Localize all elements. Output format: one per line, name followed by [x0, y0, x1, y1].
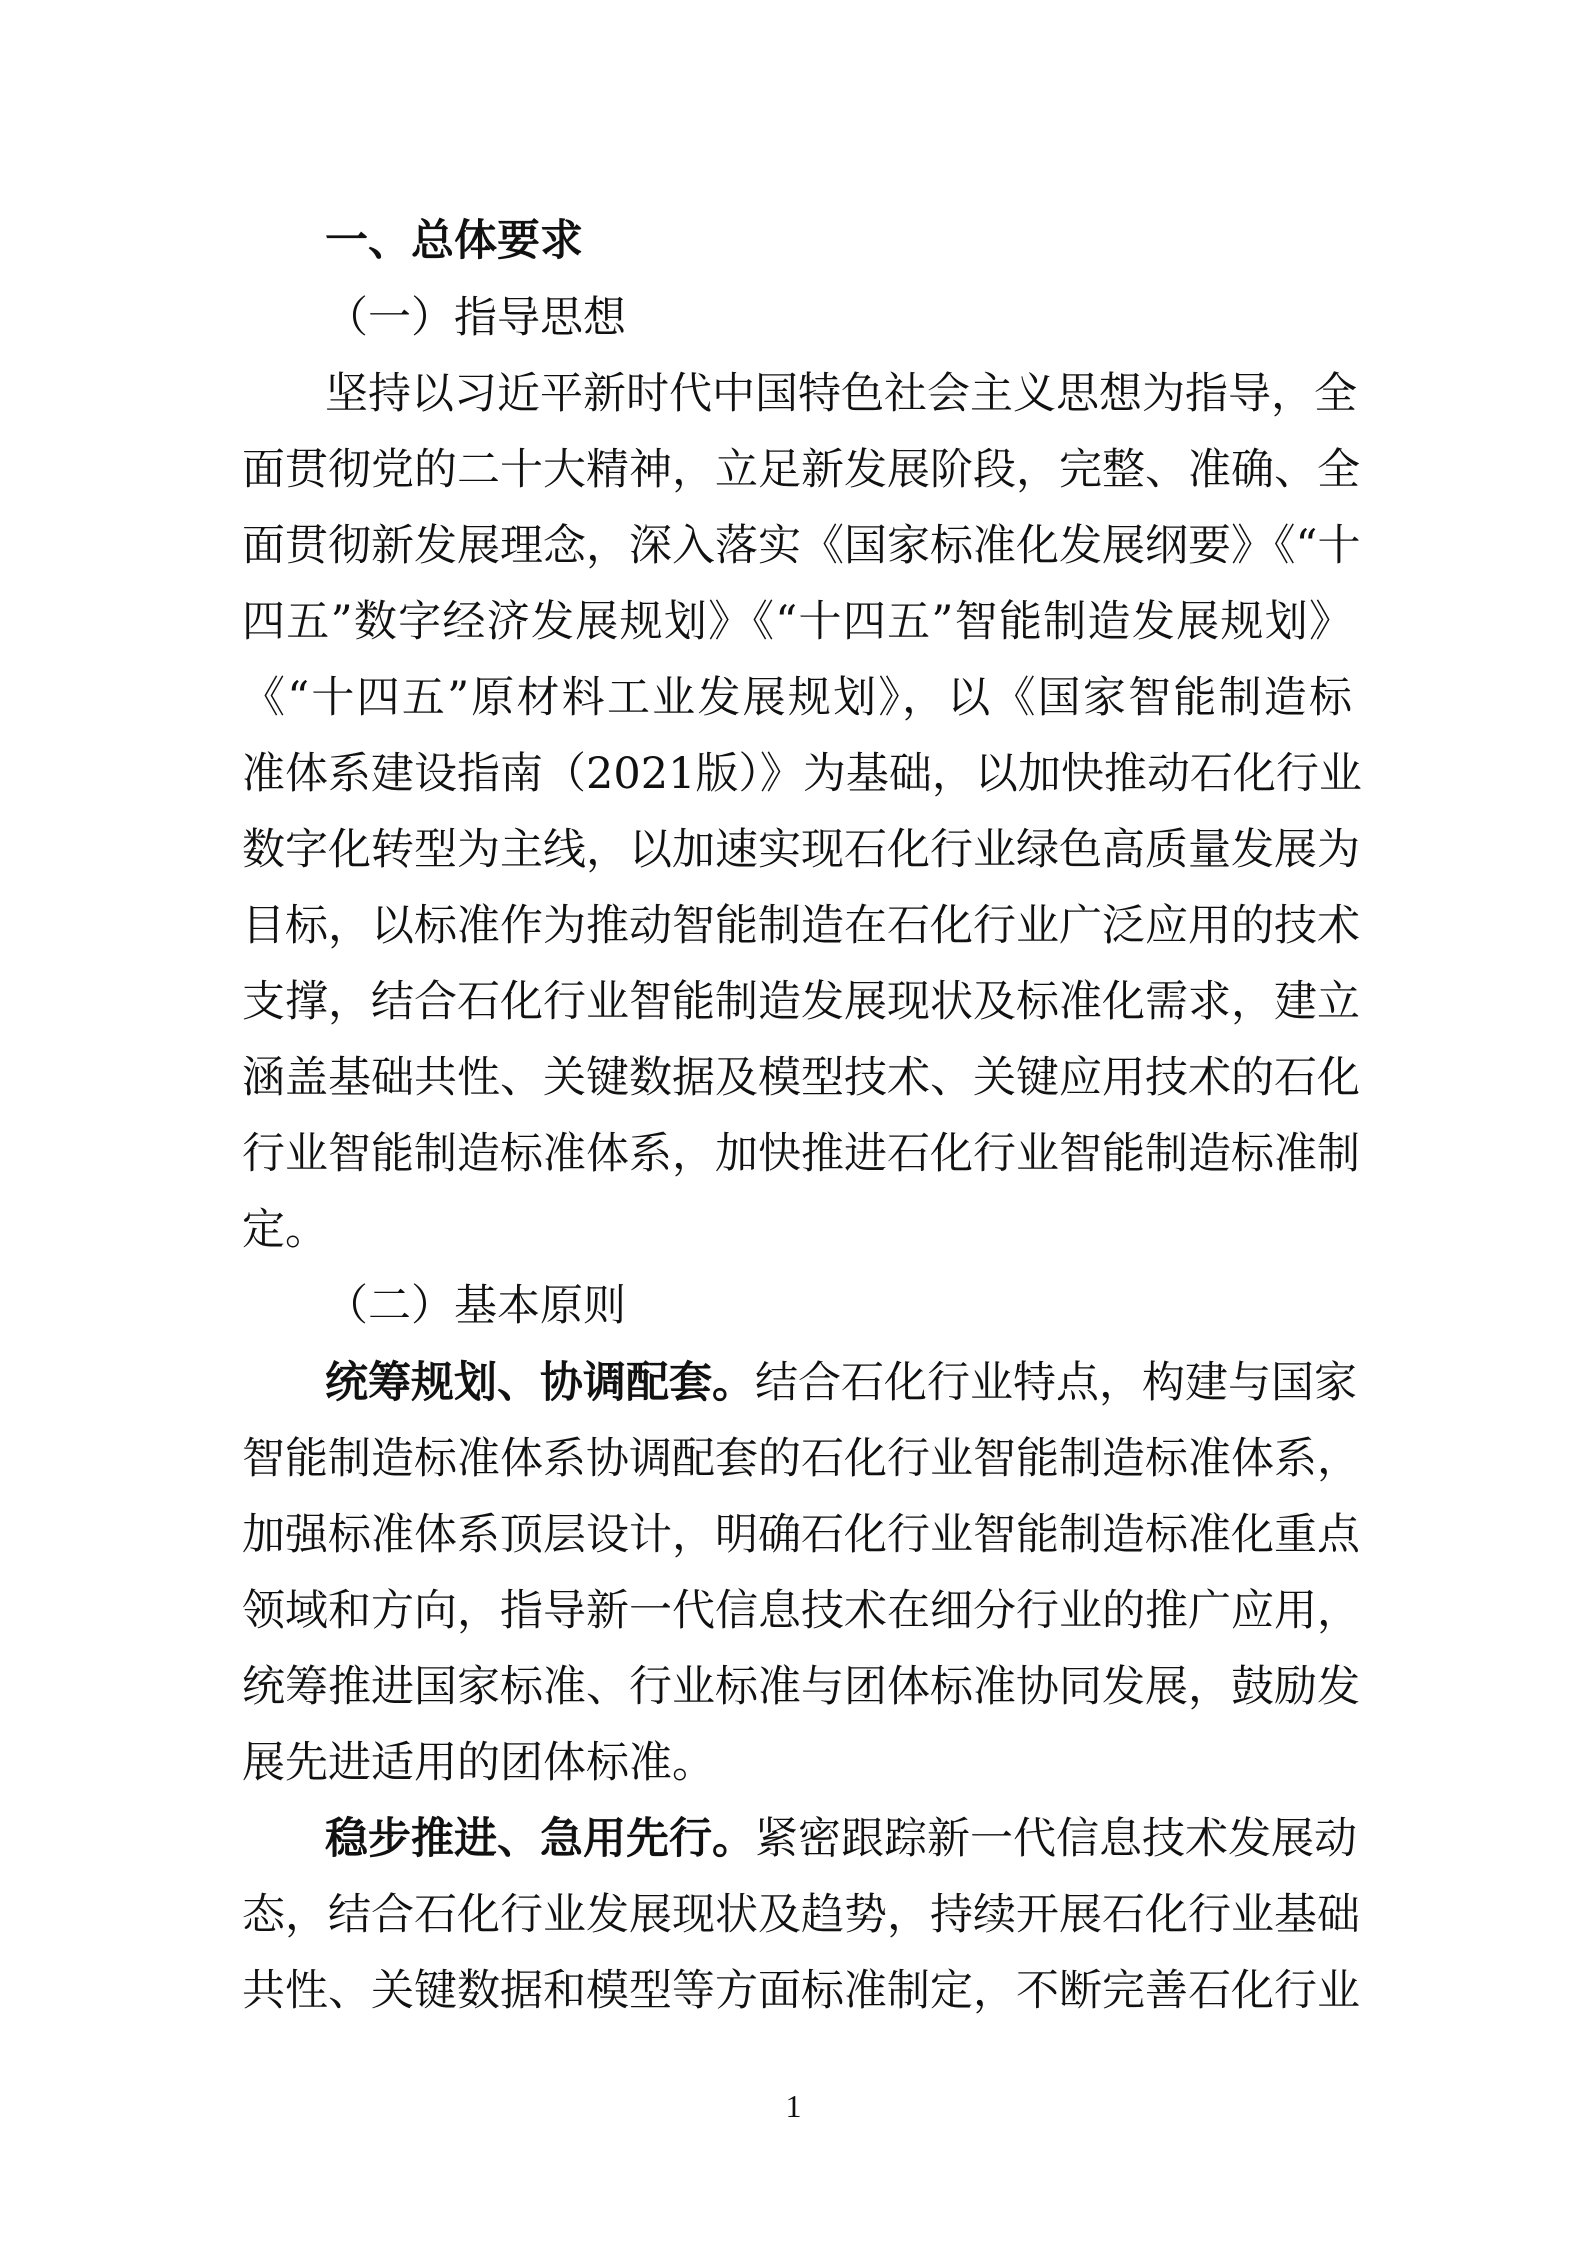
paragraph-line: 四五”数字经济发展规划》《“十四五”智能制造发展规划》 [242, 597, 1352, 647]
paragraph-line: 支撑，结合石化行业智能制造发展现状及标准化需求，建立 [242, 977, 1360, 1027]
principle-text: 紧密跟踪新一代信息技术发展动 [755, 1814, 1357, 1864]
paragraph-line: 面贯彻党的二十大精神，立足新发展阶段，完整、准确、全 [242, 445, 1360, 495]
paragraph-line: 定。 [242, 1205, 328, 1255]
paragraph-line: 《“十四五”原材料工业发展规划》，以《国家智能制造标 [242, 673, 1352, 723]
paragraph-line: 加强标准体系顶层设计，明确石化行业智能制造标准化重点 [242, 1510, 1360, 1560]
paragraph-line: 涵盖基础共性、关键数据及模型技术、关键应用技术的石化 [242, 1053, 1360, 1103]
subsection-heading-basic-principles: （二）基本原则 [325, 1281, 626, 1331]
principle-title: 稳步推进、急用先行。 [325, 1814, 755, 1864]
paragraph-line: 目标，以标准作为推动智能制造在石化行业广泛应用的技术 [242, 901, 1360, 951]
paragraph-line: 共性、关键数据和模型等方面标准制定，不断完善石化行业 [242, 1966, 1360, 2016]
principle-title: 统筹规划、协调配套。 [325, 1358, 755, 1408]
paragraph-line [325, 1356, 1357, 1410]
paragraph-line: 展先进适用的团体标准。 [242, 1738, 715, 1788]
subsection-heading-guiding-ideology: （一）指导思想 [325, 293, 626, 343]
paragraph-line: 数字化转型为主线，以加速实现石化行业绿色高质量发展为 [242, 825, 1360, 875]
paragraph-line: 面贯彻新发展理念，深入落实《国家标准化发展纲要》《“十 [242, 521, 1361, 571]
paragraph-line: 准体系建设指南（2021版）》为基础，以加快推动石化行业 [242, 749, 1362, 799]
principle-text: 结合石化行业特点，构建与国家 [755, 1358, 1357, 1408]
section-heading: 一、总体要求 [325, 216, 583, 266]
paragraph-line [325, 1812, 1357, 1866]
paragraph-line: 坚持以习近平新时代中国特色社会主义思想为指导，全 [325, 369, 1357, 419]
page-number: 1 [785, 2088, 802, 2124]
paragraph-line: 智能制造标准体系协调配套的石化行业智能制造标准体系， [242, 1434, 1360, 1484]
paragraph-line: 行业智能制造标准体系，加快推进石化行业智能制造标准制 [242, 1129, 1360, 1179]
paragraph-line: 领域和方向，指导新一代信息技术在细分行业的推广应用， [242, 1586, 1360, 1636]
paragraph-line: 态，结合石化行业发展现状及趋势，持续开展石化行业基础 [242, 1890, 1360, 1940]
paragraph-line: 统筹推进国家标准、行业标准与团体标准协同发展，鼓励发 [242, 1662, 1360, 1712]
